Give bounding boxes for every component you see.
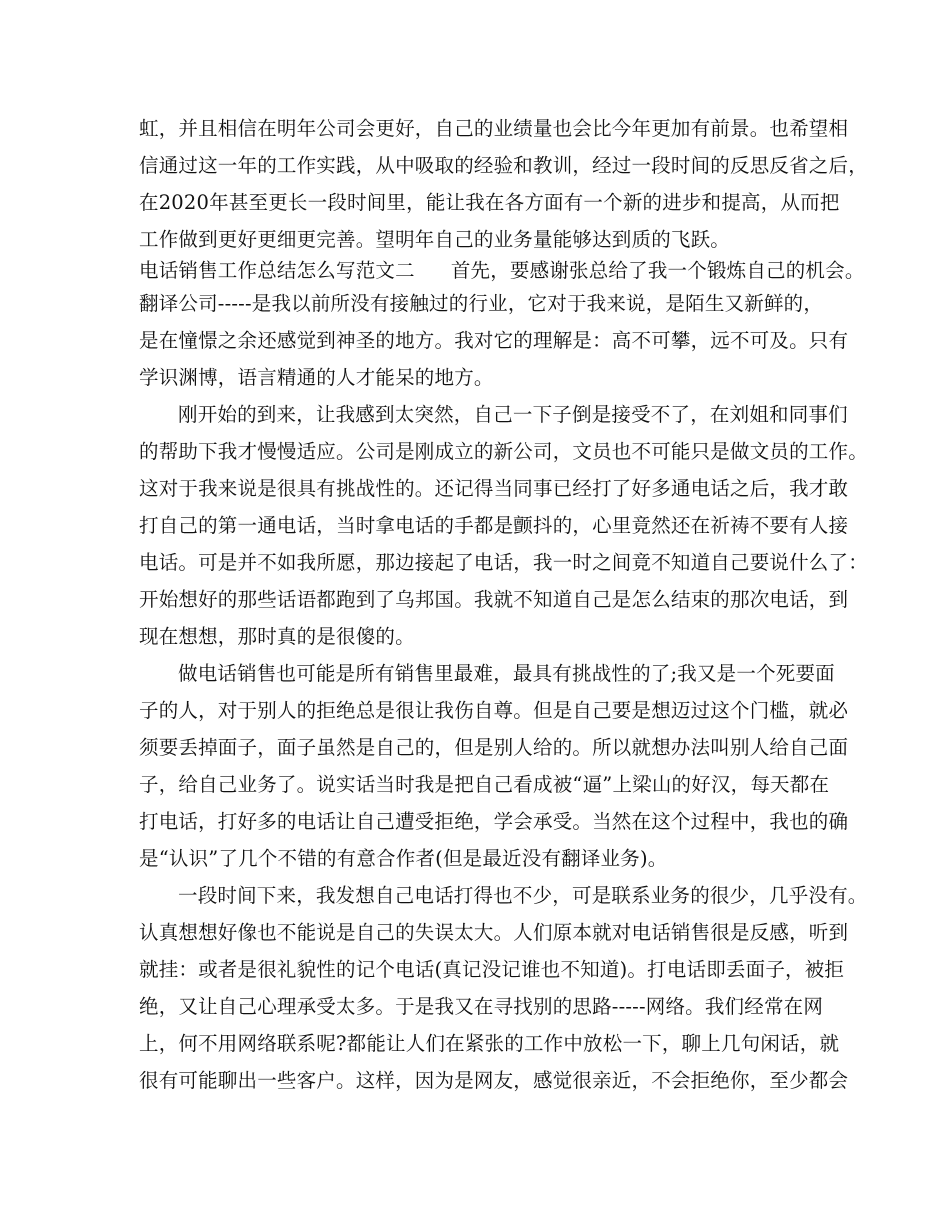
text-line: 这对于我来说是很具有挑战性的。还记得当同事已经打了好多通电话之后，我才敢 — [139, 477, 849, 500]
section-heading-line — [139, 256, 865, 286]
paragraph-first-line: 一段时间下来，我发想自己电话打得也不少，可是联系业务的很少，几乎没有。 — [178, 884, 868, 907]
text-line: 子，给自己业务了。说实话当时我是把自己看成被“逼”上梁山的好汉，每天都在 — [139, 773, 830, 796]
section-first-sentence: 首先，要感谢张总给了我一个锻炼自己的机会。 — [450, 259, 865, 282]
text-line: 现在想想，那时真的是很傻的。 — [139, 625, 415, 648]
text-line: 电话。可是并不如我所愿，那边接起了电话，我一时之间竟不知道自己要说什么了： — [139, 551, 868, 574]
text-line: 翻译公司-----是我以前所没有接触过的行业，它对于我来说，是陌生又新鲜的， — [139, 292, 824, 315]
section-title: 电话销售工作总结怎么写范文二 — [139, 259, 415, 282]
text-line: 须要丢掉面子，面子虽然是自己的，但是别人给的。所以就想办法叫别人给自己面 — [139, 736, 849, 759]
text-line: 学识渊博，语言精通的人才能呆的地方。 — [139, 366, 494, 389]
text-line: 是“认识”了几个不错的有意合作者(但是最近没有翻译业务)。 — [139, 847, 668, 870]
text-line: 在2020年甚至更长一段时间里，能让我在各方面有一个新的进步和提高，从而把 — [139, 191, 840, 214]
text-line: 上，何不用网络联系呢?都能让人们在紧张的工作中放松一下，聊上几句闲话，就 — [139, 1032, 840, 1055]
text-line: 子的人，对于别人的拒绝总是很让我伤自尊。但是自己要是想迈过这个门槛，就必 — [139, 699, 849, 722]
text-line: 是在憧憬之余还感觉到神圣的地方。我对它的理解是：高不可攀，远不可及。只有 — [139, 329, 849, 352]
text-line: 虹，并且相信在明年公司会更好，自己的业绩量也会比今年更加有前景。也希望相 — [139, 117, 849, 140]
text-line: 很有可能聊出一些客户。这样，因为是网友，感觉很亲近，不会拒绝你，至少都会 — [139, 1069, 849, 1092]
text-line: 工作做到更好更细更完善。望明年自己的业务量能够达到质的飞跃。 — [139, 228, 731, 251]
text-line: 打电话，打好多的电话让自己遭受拒绝，学会承受。当然在这个过程中，我也的确 — [139, 810, 849, 833]
text-line: 信通过这一年的工作实践，从中吸取的经验和教训，经过一段时间的反思反省之后， — [139, 154, 868, 177]
text-line: 就挂：或者是很礼貌性的记个电话(真记没记谁也不知道)。打电话即丢面子，被拒 — [139, 958, 845, 981]
text-line: 的帮助下我才慢慢适应。公司是刚成立的新公司，文员也不可能只是做文员的工作。 — [139, 440, 868, 463]
text-line: 绝，又让自己心理承受太多。于是我又在寻找别的思路-----网络。我们经常在网 — [139, 995, 824, 1018]
text-line: 认真想想好像也不能说是自己的失误太大。人们原本就对电话销售很是反感，听到 — [139, 921, 849, 944]
paragraph-first-line: 做电话销售也可能是所有销售里最难，最具有挑战性的了;我又是一个死要面 — [178, 662, 835, 685]
paragraph-first-line: 刚开始的到来，让我感到太突然，自己一下子倒是接受不了，在刘姐和同事们 — [178, 403, 848, 426]
text-line: 开始想好的那些话语都跑到了乌邦国。我就不知道自己是怎么结束的那次电话，到 — [139, 588, 849, 611]
text-line: 打自己的第一通电话，当时拿电话的手都是颤抖的，心里竟然还在祈祷不要有人接 — [139, 514, 849, 537]
